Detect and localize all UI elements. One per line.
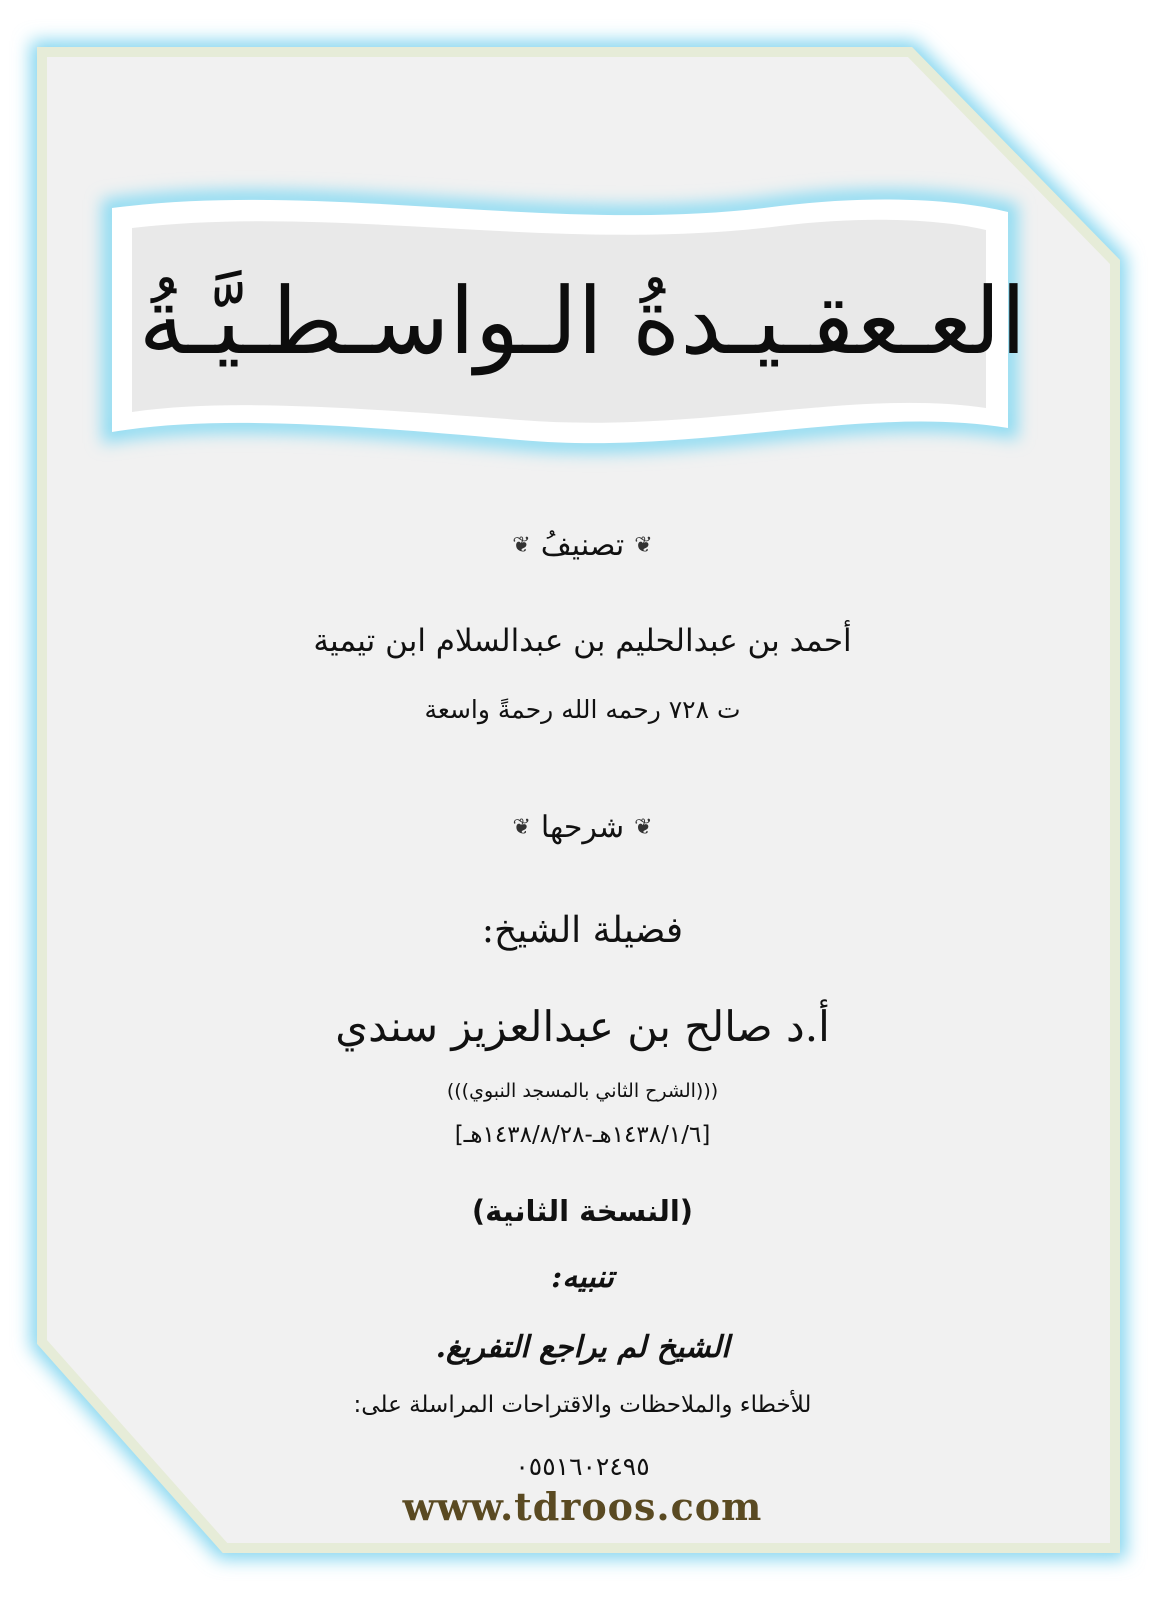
author-death-note: ت ٧٢٨ رحمه الله رحمةً واسعة (424, 695, 741, 724)
contact-text: للأخطاء والملاحظات والاقتراحات المراسلة على: (353, 1392, 812, 1418)
website-link[interactable]: www.tdroos.com (402, 1484, 763, 1529)
lesson-note: (((الشرح الثاني بالمسجد النبوي))) (446, 1080, 719, 1102)
notice-label: تنبيه: (551, 1260, 614, 1295)
commentary-heading-row (0, 810, 1165, 845)
commentary-heading: شرحها (540, 810, 625, 845)
edition-label: (النسخة الثانية) (471, 1194, 694, 1228)
lesson-dates: [١٤٣٨/١/٦هـ-١٤٣٨/٨/٢٨هـ] (454, 1122, 711, 1148)
floral-ornament-icon: ❦ (634, 533, 653, 558)
notice-text: الشيخ لم يراجع التفريغ. (435, 1330, 730, 1365)
authorship-heading: تصنيفُ (540, 528, 625, 563)
authorship-heading-row (0, 528, 1165, 563)
sheikh-label: فضيلة الشيخ: (481, 910, 684, 951)
contact-phone: ٠٥٥١٦٠٢٤٩٥ (515, 1452, 650, 1481)
author-name: أحمد بن عبدالحليم بن عبدالسلام ابن تيمية (313, 623, 852, 659)
floral-ornament-icon: ❦ (512, 533, 531, 558)
book-title: العـعقـيـدةُ الـواسـطـيَّـةُ (138, 268, 1027, 375)
floral-ornament-icon: ❦ (634, 815, 653, 840)
floral-ornament-icon: ❦ (512, 815, 531, 840)
sheikh-name: أ.د صالح بن عبدالعزيز سندي (335, 1002, 830, 1051)
